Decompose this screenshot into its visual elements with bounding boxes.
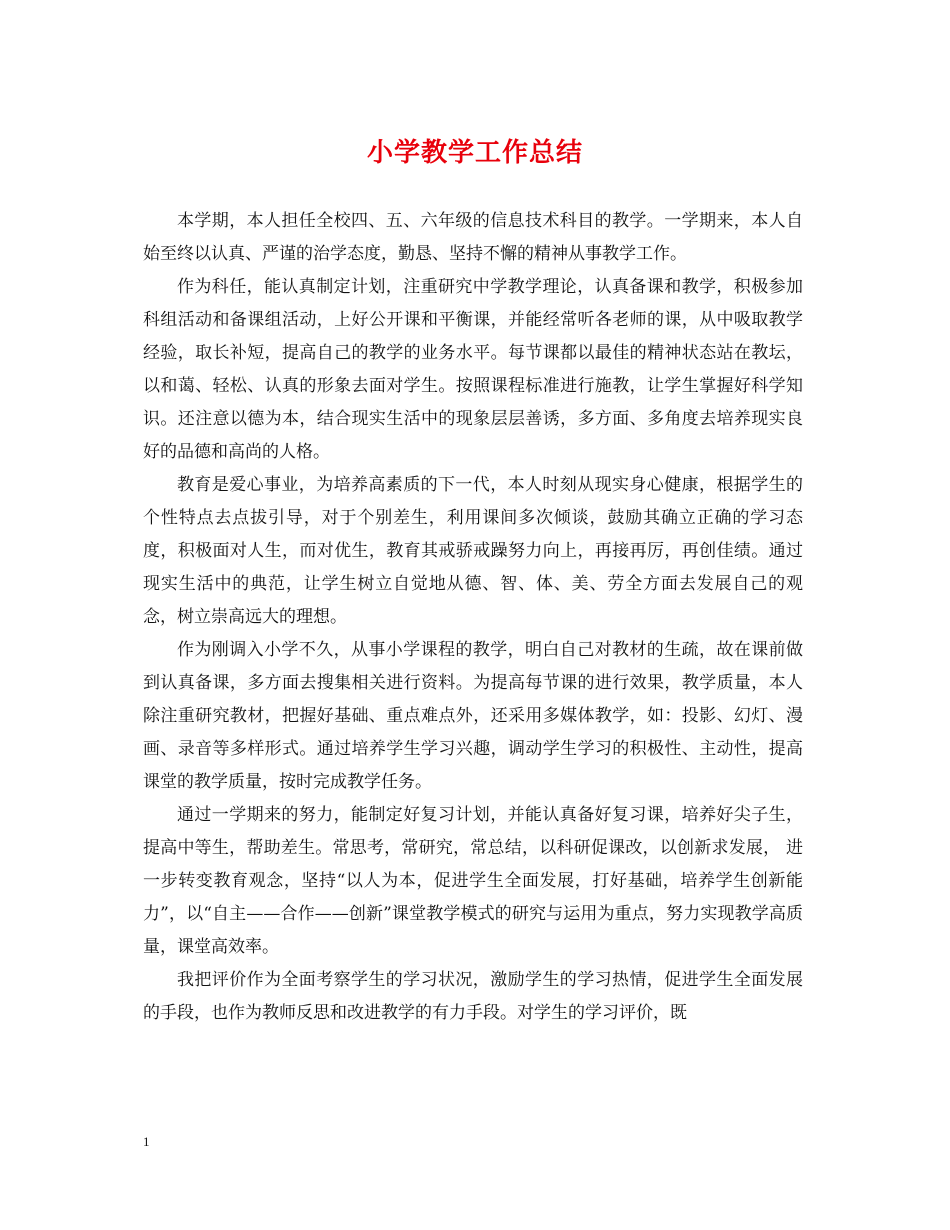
paragraph-5: 通过一学期来的努力，能制定好复习计划，并能认真备好复习课，培养好尖子生，提高中等生，帮助差生。常思考，常研究，常总结，以科研促课改，以创新求发展， 进一步转变教育观念，坚持“以人为本，促进学生全面发展，打好基础，培养学生创新能力”，以“自主——合作——创新”课堂教学模式的研究与运用为重点，努力实现教学高质量，课堂高效率。 [143,805,803,957]
paragraph-3: 教育是爱心事业，为培养高素质的下一代，本人时刻从现实身心健康，根据学生的个性特点去点拔引导，对于个别差生，利用课间多次倾谈，鼓励其确立正确的学习态度，积极面对人生，而对优生，教育其戒骄戒躁努力向上，再接再厉，再创佳绩。通过现实生活中的典范，让学生树立自觉地从德、智、体、美、劳全方面去发展自己的观念，树立崇高远大的理想。 [143,475,803,627]
paragraph-6: 我把评价作为全面考察学生的学习状况，激励学生的学习热情，促进学生全面发展的手段，也作为教师反思和改进教学的有力手段。对学生的学习评价，既 [143,970,803,1023]
document-body [143,205,803,1030]
paragraph-2: 作为科任，能认真制定计划，注重研究中学教学理论，认真备课和教学，积极参加科组活动和备课组活动，上好公开课和平衡课，并能经常听各老师的课，从中吸取教学经验，取长补短，提高自己的教学的业务水平。每节课都以最佳的精神状态站在教坛，以和蔼、轻松、认真的形象去面对学生。按照课程标准进行施教，让学生掌握好科学知识。还注意以德为本，结合现实生活中的现象层层善诱，多方面、多角度去培养现实良好的品德和高尚的人格。 [143,277,803,462]
paragraph-1: 本学期，本人担任全校四、五、六年级的信息技术科目的教学。一学期来，本人自始至终以认真、严谨的治学态度，勤恳、坚持不懈的精神从事教学工作。 [143,211,803,264]
paragraph-4: 作为刚调入小学不久，从事小学课程的教学，明白自己对教材的生疏，故在课前做到认真备课，多方面去搜集相关进行资料。为提高每节课的进行效果，教学质量，本人除注重研究教材，把握好基础、重点难点外，还采用多媒体教学，如：投影、幻灯、漫画、录音等多样形式。通过培养学生学习兴趣，调动学生学习的积极性、主动性，提高课堂的教学质量，按时完成教学任务。 [143,640,803,792]
page-number: 1 [143,1134,150,1149]
document-title: 小学教学工作总结 [366,138,583,168]
